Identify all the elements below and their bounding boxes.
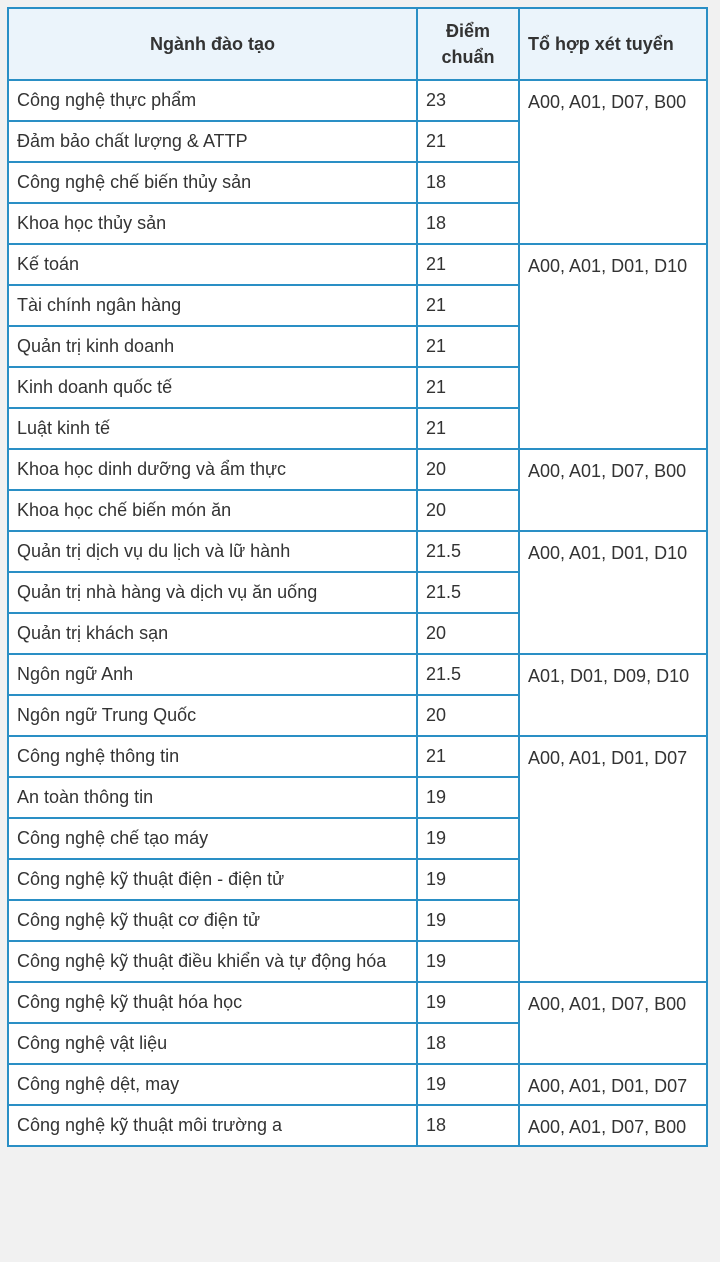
- table-row: [8, 982, 707, 1023]
- combo-cell: A00, A01, D07, B00: [519, 449, 707, 531]
- score-cell: 21: [417, 121, 519, 162]
- score-cell: 20: [417, 449, 519, 490]
- combo-cell: A00, A01, D07, B00: [519, 1105, 707, 1146]
- admission-score-table: [7, 7, 708, 1147]
- header-major: Ngành đào tạo: [8, 8, 417, 80]
- major-cell: Công nghệ kỹ thuật hóa học: [8, 982, 417, 1023]
- score-cell: 21: [417, 285, 519, 326]
- score-cell: 18: [417, 1023, 519, 1064]
- score-cell: 23: [417, 80, 519, 121]
- combo-cell: A00, A01, D01, D10: [519, 244, 707, 449]
- combo-cell: A00, A01, D01, D10: [519, 531, 707, 654]
- score-cell: 19: [417, 1064, 519, 1105]
- admission-score-table-container: [7, 7, 706, 1147]
- score-cell: 21: [417, 736, 519, 777]
- score-cell: 21: [417, 244, 519, 285]
- major-cell: Công nghệ kỹ thuật điện - điện tử: [8, 859, 417, 900]
- major-cell: Quản trị nhà hàng và dịch vụ ăn uống: [8, 572, 417, 613]
- score-cell: 18: [417, 162, 519, 203]
- major-cell: Công nghệ vật liệu: [8, 1023, 417, 1064]
- table-row: [8, 531, 707, 572]
- combo-cell: A00, A01, D01, D07: [519, 736, 707, 982]
- major-cell: Công nghệ thực phẩm: [8, 80, 417, 121]
- table-body: [8, 80, 707, 1146]
- major-cell: Tài chính ngân hàng: [8, 285, 417, 326]
- score-cell: 21: [417, 326, 519, 367]
- score-cell: 19: [417, 900, 519, 941]
- major-cell: Khoa học thủy sản: [8, 203, 417, 244]
- score-cell: 19: [417, 818, 519, 859]
- major-cell: Quản trị kinh doanh: [8, 326, 417, 367]
- table-row: [8, 244, 707, 285]
- score-cell: 18: [417, 1105, 519, 1146]
- major-cell: Quản trị khách sạn: [8, 613, 417, 654]
- combo-cell: A00, A01, D07, B00: [519, 982, 707, 1064]
- header-score-line2: chuẩn: [441, 47, 495, 67]
- header-score-line1: Điểm: [445, 21, 490, 41]
- combo-cell: A00, A01, D01, D07: [519, 1064, 707, 1105]
- score-cell: 19: [417, 941, 519, 982]
- major-cell: An toàn thông tin: [8, 777, 417, 818]
- major-cell: Công nghệ chế tạo máy: [8, 818, 417, 859]
- major-cell: Kinh doanh quốc tế: [8, 367, 417, 408]
- table-row: [8, 449, 707, 490]
- major-cell: Công nghệ thông tin: [8, 736, 417, 777]
- score-cell: 19: [417, 982, 519, 1023]
- major-cell: Ngôn ngữ Anh: [8, 654, 417, 695]
- score-cell: 21.5: [417, 531, 519, 572]
- score-cell: 21.5: [417, 654, 519, 695]
- score-cell: 18: [417, 203, 519, 244]
- major-cell: Công nghệ chế biến thủy sản: [8, 162, 417, 203]
- header-score: [417, 8, 519, 80]
- major-cell: Công nghệ kỹ thuật cơ điện tử: [8, 900, 417, 941]
- major-cell: Công nghệ dệt, may: [8, 1064, 417, 1105]
- major-cell: Luật kinh tế: [8, 408, 417, 449]
- score-cell: 21: [417, 367, 519, 408]
- header-combo: Tổ hợp xét tuyển: [519, 8, 707, 80]
- major-cell: Công nghệ kỹ thuật điều khiển và tự động hóa: [8, 941, 417, 982]
- score-cell: 19: [417, 777, 519, 818]
- major-cell: Kế toán: [8, 244, 417, 285]
- table-row: [8, 736, 707, 777]
- major-cell: Quản trị dịch vụ du lịch và lữ hành: [8, 531, 417, 572]
- score-cell: 19: [417, 859, 519, 900]
- combo-cell: A01, D01, D09, D10: [519, 654, 707, 736]
- major-cell: Đảm bảo chất lượng & ATTP: [8, 121, 417, 162]
- table-row: [8, 654, 707, 695]
- score-cell: 21: [417, 408, 519, 449]
- score-cell: 20: [417, 695, 519, 736]
- score-cell: 20: [417, 613, 519, 654]
- score-cell: 21.5: [417, 572, 519, 613]
- combo-cell: A00, A01, D07, B00: [519, 80, 707, 244]
- table-row: [8, 80, 707, 121]
- table-header-row: [8, 8, 707, 80]
- score-cell: 20: [417, 490, 519, 531]
- major-cell: Khoa học chế biến món ăn: [8, 490, 417, 531]
- table-row: [8, 1105, 707, 1146]
- major-cell: Khoa học dinh dưỡng và ẩm thực: [8, 449, 417, 490]
- major-cell: Công nghệ kỹ thuật môi trường a: [8, 1105, 417, 1146]
- table-row: [8, 1064, 707, 1105]
- major-cell: Ngôn ngữ Trung Quốc: [8, 695, 417, 736]
